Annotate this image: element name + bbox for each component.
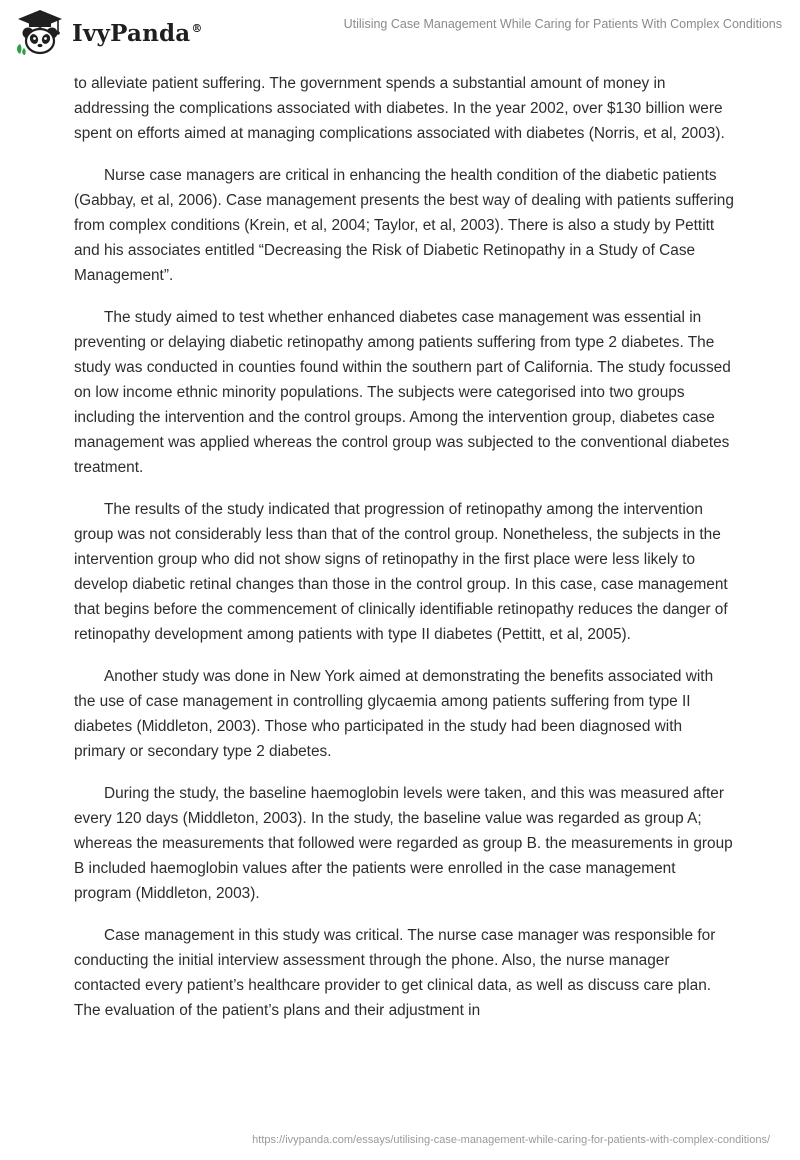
paragraph: Nurse case managers are critical in enhancing the health condition of the diabetic patients (Gabbay, et al, 2006). Case management presents the best way of dealing with patients suffering from complex conditions (Krein, et al, 2004; Taylor, et al, 2003). There is also a study by Pettitt and his associates entitled “Decreasing the Risk of Diabetic Retinopathy in a Study of Case Management”.	[74, 167, 734, 284]
page-header	[0, 0, 800, 62]
paragraph: The results of the study indicated that progression of retinopathy among the intervention group was not considerably less than that of the control group. Nonetheless, the subjects in the intervention group who did not show signs of retinopathy in the first place were less likely to develop diabetic retinal changes than those in the control group. In this case, case management that begins before the commencement of clinically identifiable retinopathy reduces the danger of retinopathy development among patients with type II diabetes (Pettitt, et al, 2005).	[74, 501, 728, 643]
paragraph: Another study was done in New York aimed at demonstrating the benefits associated with the use of case management in controlling glycaemia among patients suffering from type II diabetes (Middleton, 2003). Those who participated in the study had been diagnosed with primary or secondary type 2 diabetes.	[74, 668, 714, 760]
paragraph: to alleviate patient suffering. The government spends a substantial amount of money in addressing the complications associated with diabetes. In the year 2002, over $130 billion were spent on efforts aimed at managing complications associated with diabetes (Norris, et al, 2003).	[74, 75, 725, 142]
registered-mark: ®	[191, 21, 203, 35]
brand-name: IvyPanda®	[72, 19, 203, 47]
brand-logo[interactable]	[14, 8, 203, 56]
paragraph: Case management in this study was critical. The nurse case manager was responsible for conducting the initial interview assessment through the phone. Also, the nurse manager contacted every patient’s healthcare provider to get clinical data, as well as discuss care plan. The evaluation of the patient’s plans and their adjustment in	[74, 927, 716, 1019]
document-title: Utilising Case Management While Caring for Patients With Complex Conditions	[343, 17, 782, 31]
essay-body	[74, 71, 734, 1040]
panda-graduate-logo-icon	[14, 8, 66, 56]
paragraph: During the study, the baseline haemoglobin levels were taken, and this was measured after every 120 days (Middleton, 2003). In the study, the baseline value was regarded as group A; whereas the measurements that followed were regarded as group B. the measurements in group B included haemoglobin values after the patients were enrolled in the case management program (Middleton, 2003).	[74, 785, 733, 902]
source-url-link[interactable]: https://ivypanda.com/essays/utilising-case-management-while-caring-for-patients-with-complex-conditions/	[252, 1134, 770, 1146]
paragraph: The study aimed to test whether enhanced diabetes case management was essential in preventing or delaying diabetic retinopathy among patients suffering from type 2 diabetes. The study was conducted in counties found within the southern part of California. The study focussed on low income ethnic minority populations. The subjects were categorised into two groups including the intervention and the control groups. Among the intervention group, diabetes case management was applied whereas the control group was subjected to the conventional diabetes treatment.	[74, 309, 731, 476]
